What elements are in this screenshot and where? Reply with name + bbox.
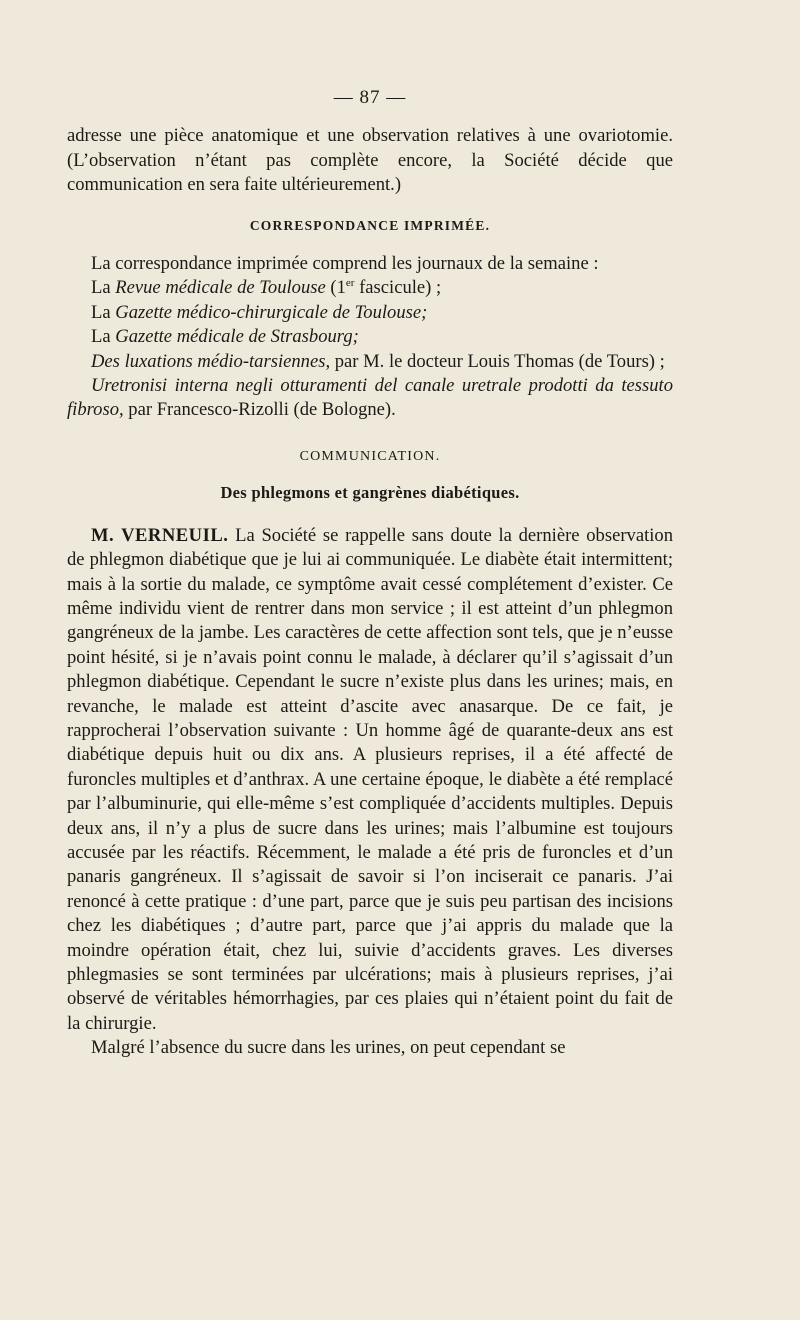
section-heading-correspondance: CORRESPONDANCE IMPRIMÉE. (249, 217, 491, 233)
speaker-name: M. VERNEUIL. (91, 524, 229, 546)
page-number: — 87 — (333, 87, 407, 108)
journal-item-2: La Gazette médico-chirurgicale de Toulouse; (91, 301, 428, 323)
closing-paragraph: Malgré l’absence du sucre dans les urines, on peut cependant se (91, 1037, 566, 1059)
verneuil-paragraph: M. VERNEUIL. La Société se rappelle sans doute la dernière observation de phlegmon diabétique que je lui ai communiquée. Le diabète était intermittent; mais à la sortie du malade, ce symptôme avait cessé complétement d’exister. Ce même individu vient de rentrer dans mon service ; il est atteint d’un phlegmon gangréneux de la jambe. Les caractères de cette affection sont tels, que je n’eusse point hésité, si je n’avais point connu le malade, à déclarer qu’il s’agissait d’un phlegmon diabétique. Cependant le sucre n’existe plus dans les urines; mais, en revanche, le malade est atteint d’ascite avec anasarque. De ce fait, je rapprocherai l’observation suivante : Un homme âgé de quarante-deux ans est diabétique depuis huit ou dix ans. A plusieurs reprises, il a été affecté de furoncles multiples et d’anthrax. A une certaine époque, le diabète a été remplacé par l’albuminurie, qui elle-même s’est compliquée d’accidents multiples. Depuis deux ans, il n’y a plus de sucre dans les urines; mais l’albumine est toujours accusée par les réactifs. Récemment, le malade a été pris de furoncles et d’un panaris gangréneux. Il s’agissait de savoir si l’on inciserait ce panaris. J’ai renoncé à cette pratique : d’une part, parce que je suis peu partisan des incisions chez les diabétiques ; d’autre part, parce que j’ai appris du malade que la moindre opération était, chez lui, suivie d’accidents graves. Les diverses phlegmasies se sont terminées par ulcérations; mais à plusieurs reprises, j’ai observé de véritables hémorrhagies, par ces plaies qui n’étaient point du fait de la chirurgie. (67, 524, 673, 1034)
publication-item-1: Des luxations médio-tarsiennes, par M. le docteur Louis Thomas (de Tours) ; (91, 350, 665, 372)
publication-item-2: Uretronisi interna negli otturamenti del canale uretrale prodotti da tessuto fibroso, par Francesco-Rizolli (de Bologne). (67, 375, 673, 421)
section-heading-communication: COMMUNICATION. (299, 448, 441, 464)
correspondance-lead: La correspondance imprimée comprend les journaux de la semaine : (91, 253, 599, 275)
page-content (67, 86, 673, 1061)
journal-item-3: La Gazette médicale de Strasbourg; (91, 326, 359, 348)
intro-paragraph: adresse une pièce anatomique et une observation relatives à une ovariotomie. (L’observation n’étant pas complète encore, la Société décide que communication en sera faite ultérieurement.) (67, 125, 673, 196)
journal-item-1: La Revue médicale de Toulouse (1er fascicule) ; (91, 277, 442, 299)
communication-title: Des phlegmons et gangrènes diabétiques. (220, 483, 520, 503)
